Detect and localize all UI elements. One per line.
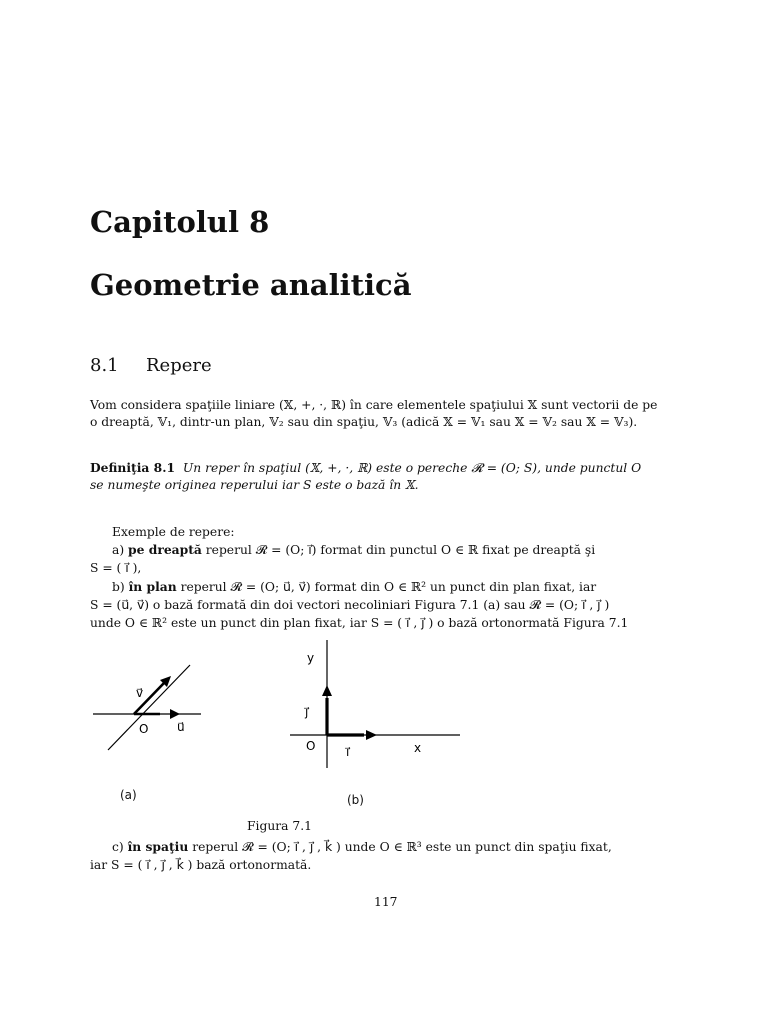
example-c-rest: reperul 𝓡 = (O; i⃗ , j⃗ , k⃗ ) unde O ∈ ℝ³ este un punct din spaţiu fixat, — [188, 840, 612, 854]
section-number: 8.1 — [90, 355, 119, 376]
example-b-bold: în plan — [128, 579, 177, 594]
example-c-line-1 — [112, 839, 612, 855]
example-c-prefix: c) — [112, 840, 128, 854]
figure-a-label-u: u⃗ — [177, 720, 185, 734]
figure-a-arrow-u — [170, 709, 180, 719]
figure-b-caption: (b) — [347, 793, 364, 807]
example-a-rest: reperul 𝓡 = (O; i⃗) format din punctul O ∈ ℝ fixat pe dreaptă şi — [201, 543, 596, 557]
section-heading — [90, 355, 212, 376]
figure-b-label-i: i⃗ — [346, 745, 350, 759]
figure-a-label-v: v⃗ — [136, 686, 144, 700]
definition-line-2: se numeşte originea reperului iar S este o bază în 𝕏. — [90, 478, 419, 492]
figure-b-arrow-j — [322, 685, 332, 696]
figure-b-arrow-i — [366, 730, 377, 740]
figure-b-label-x: x — [414, 741, 422, 755]
figure-a-caption: (a) — [120, 788, 137, 802]
section-title: Repere — [146, 355, 212, 376]
example-a-bold: pe dreaptă — [128, 542, 202, 557]
intro-line-1: Vom considera spaţiile liniare (𝕏, +, ·, ℝ) în care elementele spaţiului 𝕏 sunt vectorii de pe — [90, 398, 658, 412]
figure-b — [290, 640, 470, 770]
figure-b-label-o: O — [306, 739, 316, 753]
example-a-line-2: S = ( i⃗ ), — [90, 561, 142, 575]
definition-line-1 — [90, 460, 641, 476]
figure-b-label-j: j⃗ — [305, 705, 309, 719]
chapter-title: Geometrie analitică — [90, 268, 412, 302]
example-a-line-1 — [112, 542, 595, 558]
example-b-rest: reperul 𝓡 = (O; u⃗, v⃗) format din O ∈ ℝ² un punct din plan fixat, iar — [176, 580, 597, 594]
figure-b-label-y: y — [307, 651, 315, 665]
chapter-label: Capitolul 8 — [90, 205, 270, 239]
figure-a — [88, 655, 218, 770]
example-b-prefix: b) — [112, 580, 129, 594]
example-a-prefix: a) — [112, 543, 129, 557]
example-b-line-3: unde O ∈ ℝ² este un punct din plan fixat, iar S = ( i⃗ , j⃗ ) o bază ortonormată Figura 7.1 — [90, 616, 629, 630]
page-number: 117 — [374, 895, 398, 909]
intro-line-2: o dreaptă, 𝕍₁, dintr-un plan, 𝕍₂ sau din spaţiu, 𝕍₃ (adică 𝕏 = 𝕍₁ sau 𝕏 = 𝕍₂ sau 𝕏 = 𝕍₃). — [90, 415, 638, 429]
example-b-line-2: S = (u⃗, v⃗) o bază formată din doi vectori necoliniari Figura 7.1 (a) sau 𝓡 = (O; i⃗ , j⃗ ) — [90, 598, 610, 612]
figure-a-oblique-line — [108, 665, 190, 750]
figure-caption: Figura 7.1 — [247, 819, 312, 833]
definition-text-1: Un reper în spaţiul (𝕏, +, ·, ℝ) este o pereche 𝓡 = (O; S), unde punctul O — [182, 461, 642, 475]
example-c-bold: în spaţiu — [127, 839, 189, 854]
example-b-line-1 — [112, 579, 596, 595]
example-c-line-2: iar S = ( i⃗ , j⃗ , k⃗ ) bază ortonormată. — [90, 858, 312, 872]
definition-label: Definiţia 8.1 — [90, 460, 176, 475]
examples-heading: Exemple de repere: — [112, 525, 235, 539]
figure-a-label-o: O — [139, 722, 149, 736]
